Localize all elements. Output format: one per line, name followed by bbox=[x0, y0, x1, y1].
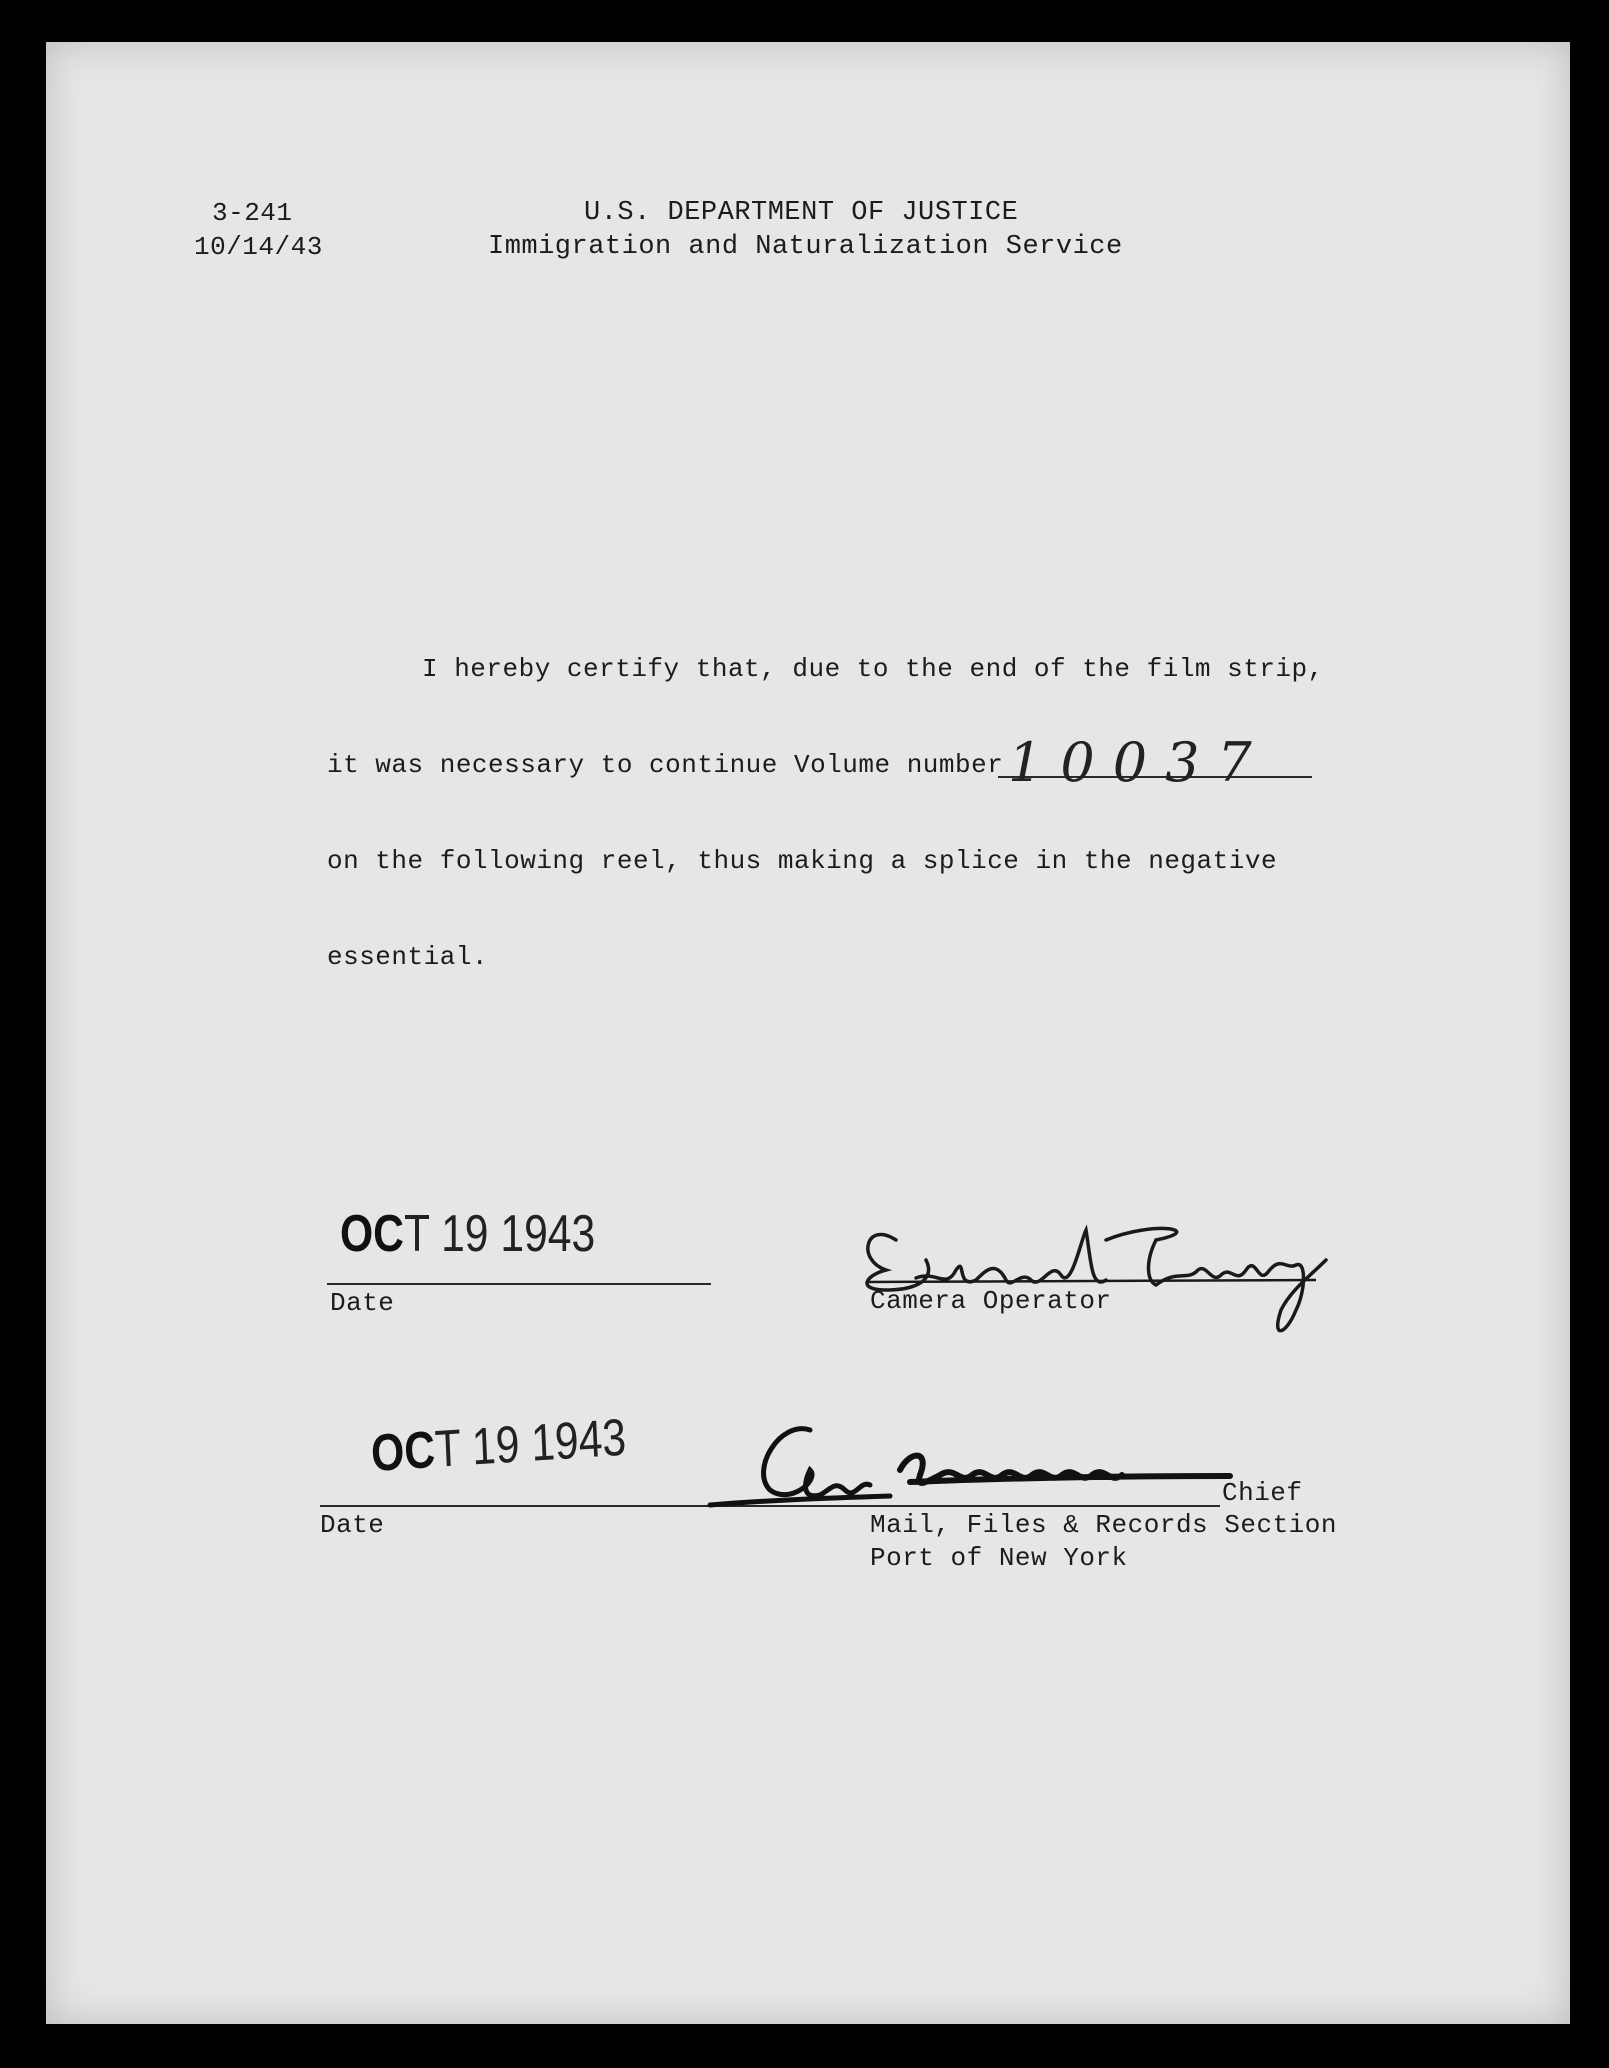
camera-operator-signature bbox=[856, 1200, 1336, 1340]
document-sheet bbox=[46, 42, 1570, 2024]
certification-line-1: I hereby certify that, due to the end of the film strip, bbox=[422, 654, 1324, 684]
certification-line-3: on the following reel, thus making a splice in the negative bbox=[327, 846, 1278, 876]
chief-title-line-2: Mail, Files & Records Section bbox=[870, 1510, 1337, 1540]
service-title: Immigration and Naturalization Service bbox=[488, 232, 1123, 262]
date-label-2: Date bbox=[320, 1510, 385, 1540]
date-stamp-1 bbox=[340, 1205, 596, 1263]
certification-line-4: essential. bbox=[327, 942, 489, 972]
chief-title-line-1: Chief bbox=[1222, 1478, 1303, 1508]
date-stamp-2-rest: T 19 1943 bbox=[433, 1408, 628, 1479]
date-stamp-2-oc: OC bbox=[369, 1420, 437, 1483]
camera-operator-label: Camera Operator bbox=[870, 1286, 1112, 1316]
volume-number-handwritten: 10037 bbox=[1008, 731, 1270, 794]
department-title: U.S. DEPARTMENT OF JUSTICE bbox=[584, 198, 1019, 228]
chief-title-line-3: Port of New York bbox=[870, 1543, 1128, 1573]
certification-line-2: it was necessary to continue Volume number bbox=[327, 750, 1004, 780]
date-label-1: Date bbox=[330, 1288, 395, 1318]
date-line-1 bbox=[327, 1283, 711, 1285]
date-stamp-1-oc: OC bbox=[340, 1205, 404, 1263]
form-number: 3-241 bbox=[212, 198, 293, 228]
date-stamp-1-rest: T 19 1943 bbox=[403, 1205, 596, 1263]
form-date: 10/14/43 bbox=[194, 232, 323, 262]
